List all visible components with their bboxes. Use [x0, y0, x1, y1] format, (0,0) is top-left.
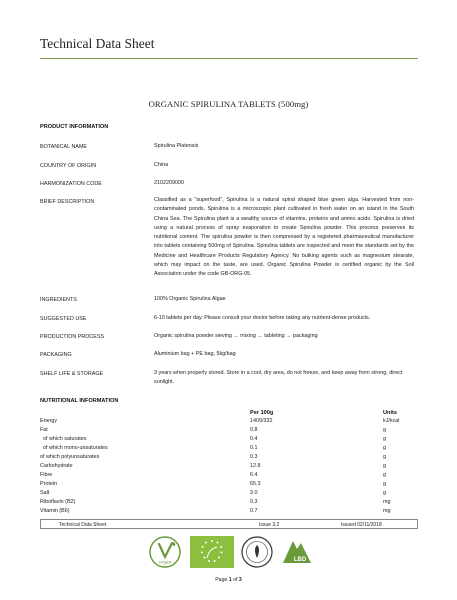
label-ingredients: INGREDIENTS [40, 297, 77, 303]
nutrient-unit: g [383, 427, 386, 433]
nutrition-row [40, 427, 418, 436]
nutrient-unit: g [383, 490, 386, 496]
page-current: 1 [228, 577, 232, 583]
nutrition-col-units: Units [383, 410, 397, 416]
vegan-logo-text: vegan [159, 560, 171, 566]
nutrient-value: 0.4 [250, 436, 258, 442]
nutrient-value: 3.0 [250, 490, 258, 496]
value-country-of-origin: China [154, 162, 169, 168]
nutrient-unit: kJ/kcal [383, 418, 400, 424]
nutrition-heading: NUTRITIONAL INFORMATION [40, 398, 119, 404]
nutrient-name: of which saturates [40, 436, 87, 442]
nutrient-name: Protein [40, 481, 58, 487]
page-total: 3 [238, 577, 242, 583]
footer-bar [40, 519, 418, 529]
vegan-logo-icon [148, 535, 182, 569]
footer-issue: Issue 3.2 [259, 521, 280, 528]
nutrient-unit: g [383, 436, 386, 442]
nutrition-row [40, 418, 418, 427]
nutrition-row [40, 490, 418, 499]
nutrient-unit: g [383, 481, 386, 487]
nutrition-row [40, 499, 418, 508]
value-ingredients: 100% Organic Spirulina Algae [154, 296, 226, 302]
label-country-of-origin: COUNTRY OF ORIGIN [40, 163, 97, 169]
value-harmonization-code: 2102209000 [154, 180, 184, 186]
nutrition-row [40, 445, 418, 454]
document-title: Technical Data Sheet [40, 36, 155, 51]
nutrient-value: 0.3 [250, 499, 258, 505]
lbd-logo-icon [280, 535, 314, 569]
soil-association-logo-icon [240, 535, 274, 569]
page-of: of [231, 577, 239, 583]
nutrition-row [40, 436, 418, 445]
nutrition-row [40, 454, 418, 463]
nutrient-value: 0.7 [250, 508, 258, 514]
value-brief-description: Classified as a "superfood", Spirulina is a natural spiral shaped blue green alga. Harvested from non-contaminated ponds, Spirulina is a microscopic plant cultivated in fresh water on an island in the South China Sea. The Spirulina plant is a wealthy source of vitamins, proteins and amino acids. Spirulina is dried using a natural process of spray evaporation to create Spirulina powder. This process preserves its nutritional content. The spirulina powder is then compressed by a registered pharmaceutical manufacturer into tablets containing 500mg of Spirulina. Spirulina tablets are inspected and meet the standards set by the Medicine and Healthcare Products Regulatory Agency. No bulking agents such as magnesium stearate, which may impact on the taste, are used. Organic Spirulina Powder is certified organic by the Soil Association under the code GB-ORG-05. [154, 197, 414, 278]
nutrient-value: 12.8 [250, 463, 261, 469]
nutrient-value: 65.3 [250, 481, 261, 487]
nutrient-name: of which mono-unsaturates [40, 445, 108, 451]
nutrient-unit: g [383, 454, 386, 460]
nutrient-name: Vitamin (B6) [40, 508, 70, 514]
nutrient-name: Carbohydrate [40, 463, 73, 469]
nutrient-unit: g [383, 445, 386, 451]
nutrition-row [40, 481, 418, 490]
nutrient-name: Energy [40, 418, 58, 424]
label-brief-description: BRIEF DESCRIPTION [40, 199, 95, 205]
nutrient-value: 1409/332 [250, 418, 273, 424]
eu-organic-leaf-icon [190, 535, 234, 569]
nutrient-name: of which polyunsaturates [40, 454, 100, 460]
label-shelf-life: SHELF LIFE & STORAGE [40, 371, 104, 377]
nutrient-value: 0.8 [250, 427, 258, 433]
product-info-heading: PRODUCT INFORMATION [40, 124, 109, 130]
nutrient-name: Salt [40, 490, 50, 496]
page-number [0, 577, 457, 583]
lbd-logo-text: LBD [293, 557, 307, 563]
label-packaging: PACKAGING [40, 352, 72, 358]
nutrient-name: Fibre [40, 472, 53, 478]
label-harmonization-code: HARMONIZATION CODE [40, 181, 102, 187]
nutrient-unit: g [383, 463, 386, 469]
nutrient-value: 6.4 [250, 472, 258, 478]
title-divider [40, 58, 418, 59]
value-suggested-use: 6-10 tablets per day. Please consult your doctor before taking any nutrient-dense products. [154, 315, 371, 321]
nutrient-name: Fat [40, 427, 48, 433]
value-packaging: Aluminium bag + PE bag, 5kg/bag [154, 351, 236, 357]
nutrient-unit: mg [383, 499, 391, 505]
value-production-process: Organic spirulina powder sieving → mixing → tableting → packaging [154, 333, 318, 339]
nutrition-row [40, 463, 418, 472]
page-prefix: Page [215, 577, 229, 583]
nutrient-name: Riboflavin (B2) [40, 499, 76, 505]
nutrition-row [40, 472, 418, 481]
value-shelf-life: 3 years when properly stored. Store in a cool, dry area, do not freeze, and keep away from strong, direct sunlight. [154, 370, 403, 386]
label-botanical-name: BOTANICAL NAME [40, 144, 88, 150]
nutrition-col-per100g: Per 100g [250, 410, 274, 416]
footer-issued-date: Issued 02/11/2018 [341, 521, 382, 528]
nutrient-unit: mg [383, 508, 391, 514]
nutrient-value: 0.1 [250, 445, 258, 451]
nutrition-row [40, 508, 418, 517]
nutrient-unit: g [383, 472, 386, 478]
product-title: ORGANIC SPIRULINA TABLETS (500mg) [148, 99, 309, 109]
label-suggested-use: SUGGESTED USE [40, 316, 87, 322]
value-botanical-name: Spirulina Platensis [154, 143, 199, 149]
footer-doc-name: Technical Data Sheet [59, 521, 107, 528]
label-production-process: PRODUCTION PROCESS [40, 334, 105, 340]
nutrient-value: 0.3 [250, 454, 258, 460]
